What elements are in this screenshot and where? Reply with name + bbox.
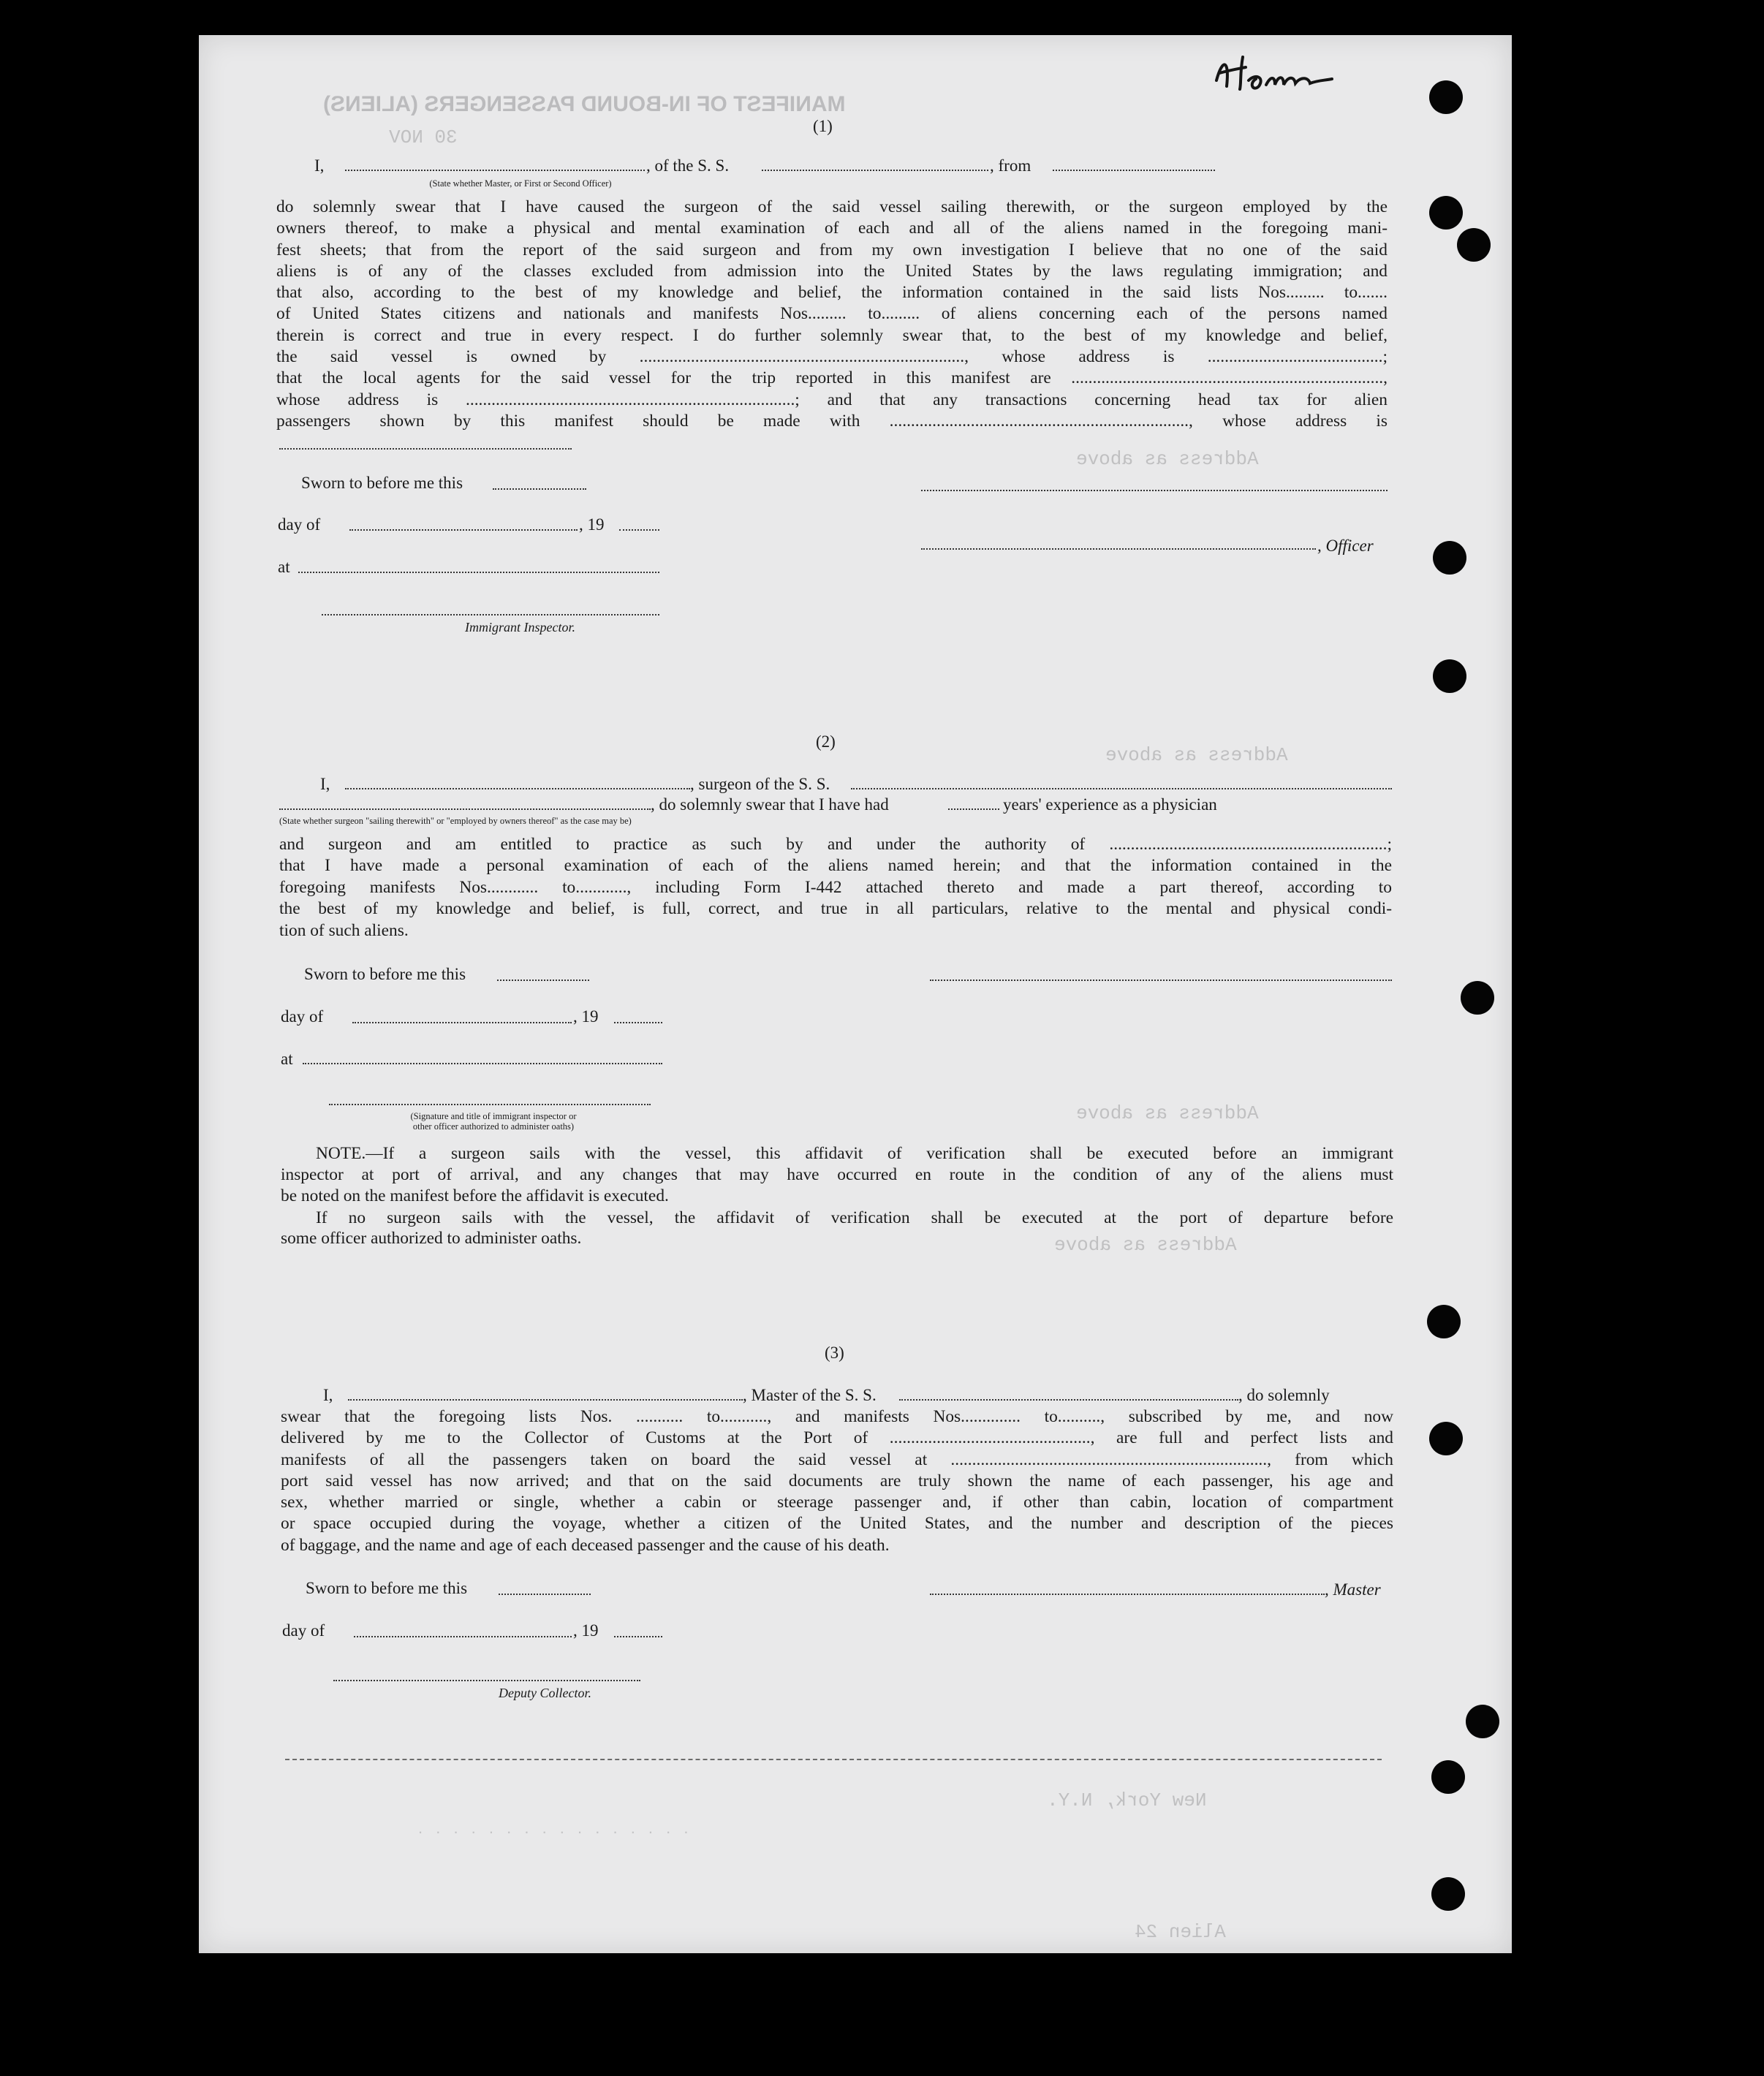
address-continuation-field[interactable] <box>279 448 572 450</box>
binder-hole <box>1429 80 1463 114</box>
deputy-label: Deputy Collector. <box>499 1686 591 1700</box>
year-label-3: , 19 <box>573 1621 599 1640</box>
inspector-label: Immigrant Inspector. <box>465 620 575 634</box>
note-body: NOTE.—If a surgeon sails with the vessel, this affidavit of verification shall be executed before an immigrant inspector at port of arrival, and any changes that may have occurred en route in the condition of any of the aliens must <box>281 1144 1393 1185</box>
binder-hole <box>1427 1305 1461 1338</box>
year-field-2[interactable] <box>614 1022 662 1023</box>
section-3-body: swear that the foregoing lists Nos. ........... to..........., and manifests Nos.............. to.........., subscribed by me, and now delivered by me to the Collector of Customs at the Port of ..............................................., are full and perfect lists and manifests of all the passengers taken on board the said vessel at .........................................................................., from which port said vessel has now arrived; and that on the said documents are truly shown the name of each passenger, his age and sex, whether married or single, whether a cabin or steerage passenger and, if other than cabin, location of compartment or space occupied during the voyage, whether a citizen of the United States, and the number and description of the pieces <box>281 1407 1393 1534</box>
day-field-2[interactable] <box>352 1022 572 1023</box>
binder-hole <box>1429 196 1463 230</box>
section-3-i: I, <box>323 1386 333 1404</box>
section-2-last-line: tion of such aliens. <box>279 921 409 940</box>
section-2-body: and surgeon and am entitled to practice as such by and under the authority of .................................................................; that I have made a personal examination of each of the aliens named herein; and that the information contained in the foregoing manifests Nos............ to............, including Form I-442 attached thereto and made a part thereof, according to the best of my knowledge and belief, is full, correct, and true in all particulars, relative to the mental and physical condi- <box>279 835 1392 918</box>
year-label-2: , 19 <box>573 1007 599 1026</box>
section-2-caption: (State whether surgeon "sailing therewith" or "employed by owners thereof" as the case may be) <box>279 816 632 826</box>
place-field-1[interactable] <box>298 572 659 573</box>
at-label-2: at <box>281 1050 293 1068</box>
master-ship-field[interactable] <box>899 1399 1238 1401</box>
ghost-date: 30 NOV <box>389 126 458 148</box>
solemnly-swear-label: , do solemnly swear that I have had <box>651 795 889 814</box>
deputy-signature-field[interactable] <box>333 1680 640 1681</box>
surgeon-label: , surgeon of the S. S. <box>690 775 830 793</box>
signature-caption-1: (Signature and title of immigrant inspector or <box>410 1111 577 1121</box>
year-field-3[interactable] <box>614 1636 662 1637</box>
officer-signature-line-top[interactable] <box>921 490 1388 491</box>
section-1-number: (1) <box>813 117 833 135</box>
sworn-label-1: Sworn to before me this <box>301 474 463 492</box>
master-signature-field[interactable] <box>930 1594 1325 1595</box>
handwritten-mark <box>1208 51 1354 102</box>
binder-hole <box>1431 1760 1465 1794</box>
sworn-date-field-3[interactable] <box>499 1594 591 1595</box>
faint-dots: . . . . . . . . . . . . . . . . <box>418 1819 693 1837</box>
signature-caption-2: other officer authorized to administer oaths) <box>412 1121 575 1132</box>
ghost-line: Address as above <box>1054 1234 1237 1256</box>
sworn-label-2: Sworn to before me this <box>304 965 466 983</box>
ship-name-field[interactable] <box>762 170 988 171</box>
day-of-label-1: day of <box>278 515 321 534</box>
master-of-ss-label: , Master of the S. S. <box>743 1386 877 1404</box>
ghost-title: MANIFEST OF IN-BOUND PASSENGERS (ALIENS) <box>323 92 846 116</box>
inspector-signature-field[interactable] <box>322 614 659 615</box>
ss-label: , of the S. S. <box>646 156 730 175</box>
section-1-caption: (State whether Master, or First or Second Officer) <box>429 178 612 189</box>
binder-hole <box>1431 1877 1465 1911</box>
binder-hole <box>1461 981 1494 1015</box>
ghost-line: Alien 24 <box>1135 1921 1226 1943</box>
surgeon-signature-field[interactable] <box>930 980 1392 981</box>
section-3-number: (3) <box>825 1344 844 1362</box>
from-label: , from <box>990 156 1031 175</box>
years-field[interactable] <box>948 808 999 810</box>
ghost-line: Address as above <box>1076 448 1259 470</box>
note2-last-line: some officer authorized to administer oaths. <box>281 1229 582 1248</box>
bottom-rule <box>285 1759 1382 1760</box>
years-label: years' experience as a physician <box>1003 795 1217 814</box>
binder-hole <box>1433 659 1466 693</box>
binder-hole <box>1429 1422 1463 1455</box>
section-2-number: (2) <box>816 732 836 751</box>
section-1-body: do solemnly swear that I have caused the surgeon of the said vessel sailing therewith, or the surgeon employed by the owners thereof, to make a physical and mental examination of each and all of the aliens named in the foregoing mani- fest sheets; that from the report of the said surgeon and from my own investigation I believe that no one of the said aliens is of any of the classes excluded from admission into the United States by the laws regulating immigration; and that also, according to the best of my knowledge and belief, the information contained in the said lists Nos......... to....... of United States citizens and nationals and manifests Nos......... to......... of aliens concerning each of the persons named therein is correct and true in every respect. I do further solemnly swear that, to the best of my knowledge and belief, the said vessel is owned by ............................................................................, whose address is .........................................; that the local agents for the said vessel for the trip reported in this manifest are ........................................................................., whose address is .............................................................................; and that any transactions concerning head tax for alien passengers shown by this manifest should be made with ......................................................................, whose address is <box>276 197 1388 431</box>
day-of-label-3: day of <box>282 1621 325 1640</box>
surgeon-status-field[interactable] <box>279 808 651 810</box>
master-label: , Master <box>1325 1580 1381 1599</box>
do-solemnly-label: , do solemnly <box>1238 1386 1330 1404</box>
day-field-1[interactable] <box>349 529 578 531</box>
binder-hole <box>1433 541 1466 575</box>
officer-label: , Officer <box>1317 537 1374 555</box>
ghost-line: Address as above <box>1105 744 1288 766</box>
ghost-line: New York, N.Y. <box>1047 1789 1207 1811</box>
name-field[interactable] <box>345 170 645 171</box>
ghost-line: Address as above <box>1076 1102 1259 1124</box>
surgeon-name-field[interactable] <box>345 788 690 789</box>
binder-hole <box>1457 228 1491 262</box>
place-field-2[interactable] <box>303 1063 662 1064</box>
officer-signature-field[interactable] <box>921 548 1316 550</box>
note-last-line: be noted on the manifest before the affidavit is executed. <box>281 1186 669 1205</box>
sworn-label-3: Sworn to before me this <box>306 1579 468 1597</box>
section-3-last-line: of baggage, and the name and age of each deceased passenger and the cause of his death. <box>281 1536 890 1555</box>
note2-body: If no surgeon sails with the vessel, the affidavit of verification shall be executed at the port of departure before <box>316 1208 1393 1227</box>
sworn-date-field-1[interactable] <box>493 488 586 490</box>
inspector-signature-field-2[interactable] <box>329 1104 651 1105</box>
section-2-i: I, <box>320 775 330 793</box>
day-of-label-2: day of <box>281 1007 324 1026</box>
surgeon-ship-field[interactable] <box>851 788 1392 789</box>
day-field-3[interactable] <box>354 1636 572 1637</box>
binder-hole <box>1466 1705 1499 1738</box>
year-label-1: , 19 <box>579 515 605 534</box>
manifest-page <box>199 35 1512 1953</box>
master-name-field[interactable] <box>348 1399 743 1401</box>
section-1-line1: I, <box>314 156 325 175</box>
year-field-1[interactable] <box>619 529 659 531</box>
sworn-date-field-2[interactable] <box>497 980 589 981</box>
from-port-field[interactable] <box>1053 170 1215 171</box>
at-label-1: at <box>278 558 290 576</box>
